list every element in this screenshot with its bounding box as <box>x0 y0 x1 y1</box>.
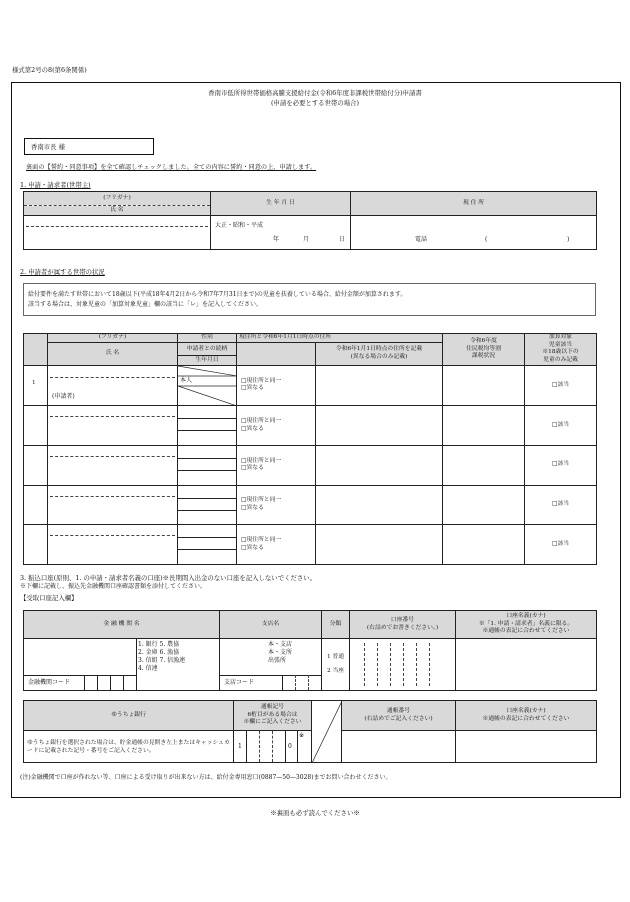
tsucho-sym-2: 6桁目がある場合は <box>247 711 298 718</box>
yucho-header: ゆうちょ銀行 <box>24 701 234 731</box>
form-subtitle: (申請を必要とする世帯の場合) <box>270 99 360 107</box>
address-header: 現 住 所 <box>351 192 597 216</box>
row5-no <box>24 525 48 565</box>
holder-sub2: ※通帳の表記に合わせてください <box>482 628 570 635</box>
applicant-birth-field[interactable] <box>211 216 351 250</box>
row2-diff: □異なる <box>241 425 264 432</box>
holder2-sub: ※通帳の表記に合わせてください <box>482 715 570 722</box>
row5-same: □現住所と同一 <box>241 537 282 544</box>
row3-same: □現住所と同一 <box>241 457 282 464</box>
tsucho-sym-3: ※欄にご記入ください <box>243 719 302 726</box>
row3-no <box>24 445 48 485</box>
row4-prev-addr[interactable] <box>316 485 443 525</box>
tsucho-no-field[interactable] <box>342 731 456 763</box>
relation-header: 申請者との続柄 <box>178 343 237 356</box>
yucho-note: ゆうちょ銀行を選択された場合は、貯金通帳の見開き左上またはキャッシュカードに記載された記号・番号をご記入ください。 <box>24 731 234 763</box>
acct-no-title: 口座番号 <box>390 617 415 623</box>
household-note-box <box>23 283 596 316</box>
row4-tax[interactable] <box>443 485 525 525</box>
row2-prev-addr[interactable] <box>316 406 443 446</box>
year-label: 年 <box>273 236 280 243</box>
acct-no-sub: (右詰めでお書きください。) <box>366 624 439 631</box>
section1-heading: 1. 申請・請求者(世帯主) <box>20 181 91 189</box>
addr-sub-header <box>316 343 443 365</box>
phone-label: 電話 <box>415 236 428 243</box>
household-table <box>23 333 597 565</box>
row3-diff: □異なる <box>241 465 264 472</box>
row3-prev-addr[interactable] <box>316 445 443 485</box>
row3-addr-check[interactable] <box>237 445 316 485</box>
section3-note: ※下欄に記載し、振込先金融機関口座確認書類を添付してください。 <box>20 583 207 590</box>
section2-heading: 2. 申請者が属する世帯の状況 <box>20 268 105 276</box>
tsucho-sym-1: 通帳記号 <box>260 704 285 711</box>
bank-code-label: 金融機関コード <box>28 679 71 686</box>
row2-addr-check[interactable] <box>237 406 316 446</box>
tsucho-no-sub: (右詰めでご記入ください) <box>364 715 433 722</box>
tsucho-sym-header <box>234 701 312 731</box>
holder-field[interactable] <box>456 639 597 691</box>
add-header-3: ※18歳以下の <box>542 349 579 356</box>
row1-prev-addr[interactable] <box>316 365 443 406</box>
furigana-header: (フリガナ) <box>24 192 211 206</box>
row2-name[interactable] <box>48 406 178 446</box>
birth-header: 生 年 月 日 <box>211 192 351 216</box>
row5-sex-relation[interactable] <box>178 525 237 565</box>
household-note-1: 給付要件を満たす世帯において18歳以下(平成18年4月2日から令和7年7月31日まで)の児童を扶養している場合、給付金額が加算されます。 <box>28 291 407 298</box>
sex-header: 性別 <box>178 334 237 343</box>
acct-no-field[interactable] <box>350 639 456 691</box>
row4-applies[interactable]: □該当 <box>525 485 597 525</box>
phone-paren-close: ) <box>567 236 570 243</box>
row1-name[interactable] <box>48 365 178 406</box>
bank-types-3: 3. 信組 7. 信漁連 <box>138 657 186 664</box>
sixth-digit-star: ※ <box>299 732 305 739</box>
row2-tax[interactable] <box>443 406 525 446</box>
bank-types-4: 4. 信連 <box>138 665 158 672</box>
holder-title: 口座名義(カナ) <box>506 613 546 620</box>
bank-types-1: 1. 銀行 5. 農協 <box>138 641 180 648</box>
row4-diff: □異なる <box>241 504 264 511</box>
digit-0: 0 <box>288 743 292 750</box>
yucho-table <box>23 700 597 763</box>
acct-type-1: 1 普通 <box>326 654 345 660</box>
bank-name-field[interactable] <box>24 639 220 691</box>
branch-types-1: 本・支店 <box>268 641 293 648</box>
row1-tax[interactable] <box>443 365 525 406</box>
tsucho-sym-field[interactable] <box>234 731 312 763</box>
branch-types-3: 出張所 <box>268 657 287 664</box>
row5-prev-addr[interactable] <box>316 525 443 565</box>
applicant-table <box>23 191 597 250</box>
branch-field[interactable] <box>220 639 322 691</box>
add-header-4: 児童のみ記載 <box>543 356 578 363</box>
row1-applicant: (申請者) <box>52 392 75 400</box>
branch-header: 支店名 <box>220 611 322 639</box>
tsucho-no-title: 通帳番号 <box>386 708 411 714</box>
add-header-1: 加算対象 <box>548 334 573 341</box>
holder-header <box>456 611 597 639</box>
row1-addr-check[interactable] <box>237 365 316 406</box>
row5-tax[interactable] <box>443 525 525 565</box>
row2-same: □現住所と同一 <box>241 418 282 425</box>
form-title: 香南市低所得世帯価格高騰支援給付金(令和6年度非課税世帯給付分)申請書 <box>208 89 422 97</box>
footnote: (注)金融機関で口座が作れない等、口座による受け取りが出来ない方は、給付金専用窓口(0887—50—3028)までお問い合わせください。 <box>20 774 392 781</box>
acct-type-field[interactable] <box>322 639 350 691</box>
bank-name-header: 金 融 機 関 名 <box>24 611 220 639</box>
acct-type-2: 2 当座 <box>326 667 345 674</box>
acct-no-header <box>350 611 456 639</box>
add-header <box>525 334 597 366</box>
row3-name[interactable] <box>48 445 178 485</box>
digit-1: 1 <box>238 743 242 750</box>
row4-name[interactable] <box>48 485 178 525</box>
row1-diff: □異なる <box>241 385 264 392</box>
account-entry-label: 【受取口座記入欄】 <box>20 594 78 602</box>
holder2-header <box>456 701 597 731</box>
name-header: 氏 名 <box>24 206 211 216</box>
row3-applies[interactable]: □該当 <box>525 445 597 485</box>
addr-sub-blank <box>237 343 316 365</box>
bank-types-2: 2. 金庫 6. 漁協 <box>138 649 180 656</box>
row4-no <box>24 485 48 525</box>
row2-applies[interactable]: □該当 <box>525 406 597 446</box>
hh-birth-header: 生年月日 <box>178 356 237 365</box>
tax-header-1: 令和6年度 <box>470 338 497 345</box>
add-header-2: 児童該当 <box>548 341 573 348</box>
row5-applies[interactable]: □該当 <box>525 525 597 565</box>
applicant-name-field[interactable] <box>24 216 211 250</box>
holder2-field[interactable] <box>456 731 597 763</box>
row1-no: 1 <box>24 365 48 406</box>
back-note: ※裏面も必ず読んでください※ <box>270 809 360 817</box>
tax-header <box>443 334 525 366</box>
row1-self: 本人 <box>180 376 193 384</box>
yucho-slash-cell <box>312 701 342 763</box>
era-options: 大正・昭和・平成 <box>215 222 264 229</box>
tsucho-no-header <box>342 701 456 731</box>
section3-heading: 3. 振込口座(原則、1. の申請・請求者名義の口座)※長期間入出金のない口座を記入しないでください。 <box>20 574 317 582</box>
consent-text: 裏面の【誓約・同意事項】を全て確認しチェックしました。全ての内容に誓約・同意の上、申請します。 <box>26 164 317 171</box>
branch-types-2: 本・支所 <box>268 649 293 656</box>
row2-sex-relation[interactable] <box>178 406 237 446</box>
type-header: 分類 <box>322 611 350 639</box>
month-label: 月 <box>303 236 310 243</box>
hh-name-header: 氏 名 <box>48 343 178 365</box>
row1-slash <box>178 366 237 406</box>
day-label: 日 <box>339 236 346 243</box>
addr-header: 現住所と令和6年1月1日時点の住所 <box>237 334 443 343</box>
row1-applies[interactable]: □該当 <box>525 365 597 406</box>
row4-addr-check[interactable] <box>237 485 316 525</box>
row5-addr-check[interactable] <box>237 525 316 565</box>
branch-code-label: 支店コード <box>224 679 255 686</box>
holder2-title: 口座名義(カナ) <box>506 708 546 714</box>
tax-header-3: 課税状況 <box>471 353 496 360</box>
phone-paren-open: ( <box>485 236 488 243</box>
applicant-address-field[interactable] <box>351 216 597 250</box>
row2-no <box>24 406 48 446</box>
form-number: 様式第2号の8(第6条関係) <box>12 66 87 74</box>
row5-name[interactable] <box>48 525 178 565</box>
row3-tax[interactable] <box>443 445 525 485</box>
no-header <box>24 334 48 366</box>
bank-table <box>23 610 597 691</box>
row4-same: □現住所と同一 <box>241 497 282 504</box>
addr-sub-2: (異なる場合のみ記載) <box>350 353 408 360</box>
addressee-box <box>24 138 154 155</box>
addressee: 香南市長 様 <box>31 143 65 151</box>
row4-sex-relation[interactable] <box>178 485 237 525</box>
row3-sex-relation[interactable] <box>178 445 237 485</box>
yucho-slash <box>312 701 342 763</box>
row1-sex-relation[interactable] <box>178 365 237 406</box>
holder-sub1: ※「1. 申請・請求者」名義に限る。 <box>478 620 574 627</box>
addr-sub-1: 令和6年1月1日時点の住所を記載 <box>335 346 423 353</box>
row1-same: □現住所と同一 <box>241 377 282 384</box>
row5-diff: □異なる <box>241 544 264 551</box>
hh-furigana-header: (フリガナ) <box>48 334 178 343</box>
household-note-2: 該当する場合は、対象児童の「加算対象児童」欄の該当に「レ」を記入してください。 <box>28 301 263 308</box>
tax-header-2: 住民税均等割 <box>466 345 501 352</box>
